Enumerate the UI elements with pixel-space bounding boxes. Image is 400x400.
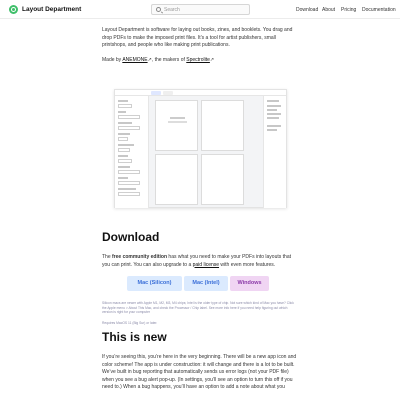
brand-title[interactable]: Layout Department [22,6,82,13]
app-screenshot-right-panel [263,96,286,208]
page-thumbnail [155,100,198,151]
made-by-line [102,57,298,65]
paid-license-link[interactable]: paid license [192,261,220,268]
intro-text: Layout Department is software for laying out books, zines, and booklets. You drag and drop PDFs to make the imposed print files. It’s a tool for artist publishers, small printshops, and people who like making print publications. [102,27,293,48]
nav-pricing[interactable]: Pricing [341,7,357,13]
download-mac-silicon-button[interactable]: Mac (Silicon) [127,276,182,291]
made-by-mid: , the makers of [151,57,185,63]
nav-about[interactable]: About [322,7,336,13]
download-windows-button[interactable]: Windows [230,276,269,291]
logo-icon[interactable] [9,5,18,14]
page-thumbnail [201,154,244,205]
external-link-icon: ↗ [209,57,215,63]
top-navigation-bar [0,0,400,19]
download-heading: Download [102,230,160,244]
nav-documentation[interactable]: Documentation [362,7,396,13]
app-screenshot-sidebar [115,96,149,208]
this-is-new-text: If you’re seeing this, you’re here in the very beginning. There will be a new app icon and color scheme! The app is under construction: it will change and there is a lot to be built. We’ve built in bug reporting that automatically sends us error logs (not your PDF file) when you see a bug alert pop-up. (In settings, you’ll see an option to turn this off if you need to.) When a bug happens, you’ll have an option to add a note about what you [102,354,297,390]
app-screenshot [114,89,287,208]
search-input[interactable] [164,6,244,14]
download-description: The free community edition has what you need to make your PDFs into layouts that you can print. You can also upgrade to a paid license with even more features. [102,254,291,268]
page-thumbnail [201,100,244,151]
anemone-link[interactable]: ANEMONE [122,57,148,63]
requirements-note: Requires MacOS 11 (Big Sur) or later. [102,321,158,325]
made-by-prefix: Made by [102,57,122,63]
this-is-new-heading: This is new [102,330,167,344]
spectrolite-link[interactable]: Spectrolite [186,57,210,63]
free-edition-label: free community edition [112,254,168,260]
nav-download[interactable]: Download [296,7,319,13]
page-thumbnail [155,154,198,205]
search-box[interactable] [151,4,250,15]
search-icon [156,7,161,12]
mac-chip-help-note: Silicon macs are newer with Apple M1, M2, M3, M4 chips; Intel is the older type of chip. Not sure which kind of Mac you have? Click the Apple menu > About This Mac, and check the Processor / Chip label. See more info here if you need help figuring out which version is right for your computer [102,301,294,314]
download-mac-intel-button[interactable]: Mac (Intel) [184,276,228,291]
external-link-icon: ↗ [147,57,152,63]
